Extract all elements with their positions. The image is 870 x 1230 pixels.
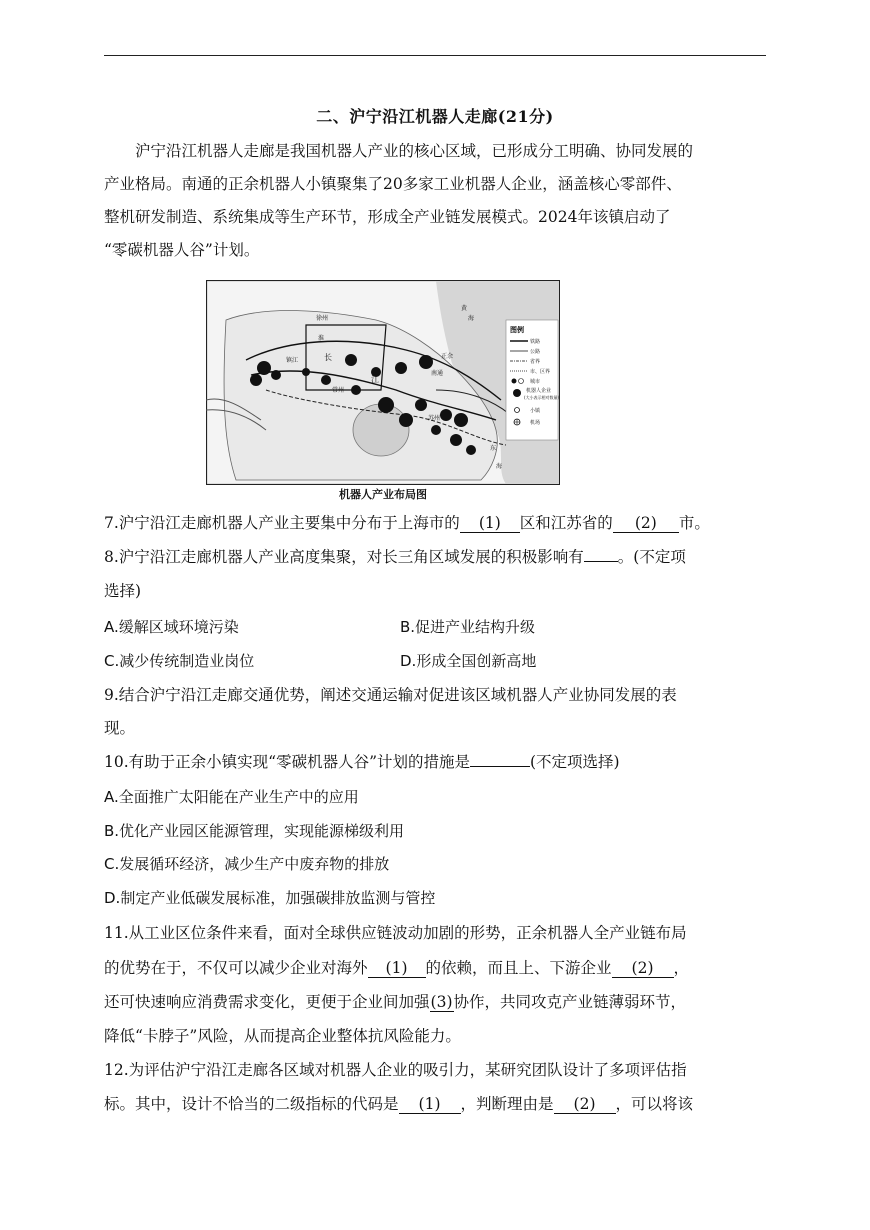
legend-town: 小镇	[530, 408, 541, 414]
map-label-jiang: 江	[371, 375, 379, 384]
answer-blank[interactable]: (1)	[368, 959, 426, 978]
answer-blank[interactable]: (2)	[554, 1095, 616, 1114]
question-12: 12.为评估沪宁沿江走廊各区域对机器人企业的吸引力，某研究团队设计了多项评估指	[104, 1061, 687, 1079]
map-label-zhengyu: 正余	[441, 353, 454, 360]
map-label-nantong: 南通	[431, 370, 444, 377]
question-7: 7.沪宁沿江走廊机器人产业主要集中分布于上海市的 (1) 区和江苏省的 (2) 市。	[104, 514, 710, 532]
legend-airport: 机场	[530, 420, 541, 426]
map-label-zhenjiang: 镇江	[286, 357, 299, 364]
map-label-huai: 淮	[318, 335, 325, 342]
legend-road: 公路	[530, 349, 541, 355]
q8-option-d[interactable]: D.形成全国创新高地	[400, 652, 537, 670]
question-9-continued: 现。	[104, 719, 136, 737]
legend-robot-enterprise: 机器人企业	[526, 388, 552, 394]
question-10: 10.有助于正余小镇实现“零碳机器人谷”计划的措施是 (不定项选择)	[104, 753, 620, 771]
answer-blank[interactable]: (3)	[430, 993, 453, 1011]
question-8: 8.沪宁沿江走廊机器人产业高度集聚，对长三角区域发展的积极影响有 。(不定项	[104, 548, 686, 566]
q10-option-b[interactable]: B.优化产业园区能源管理，实现能源梯级利用	[104, 822, 405, 840]
answer-blank[interactable]: (1)	[399, 1095, 461, 1114]
question-12-line-2: 标。其中，设计不恰当的二级指标的代码是 (1) ，判断理由是 (2) ，可以将该	[104, 1095, 694, 1113]
legend-title: 图例	[510, 326, 524, 334]
question-11: 11.从工业区位条件来看，面对全球供应链波动加剧的形势，正余机器人全产业链布局	[104, 924, 687, 942]
map-caption: 机器人产业布局图	[339, 488, 427, 501]
q10-option-a[interactable]: A.全面推广太阳能在产业生产中的应用	[104, 788, 359, 806]
answer-blank[interactable]	[584, 561, 618, 562]
legend-rail: 铁路	[530, 339, 541, 345]
answer-blank[interactable]: (2)	[613, 514, 679, 533]
map-label-hai: 海	[468, 315, 475, 322]
map-label-changzhou: 常州	[332, 387, 345, 394]
map-label-dong: 东	[490, 445, 497, 452]
q8-option-a[interactable]: A.缓解区域环境污染	[104, 618, 239, 636]
section-title: 二、沪宁沿江机器人走廊(21分)	[316, 107, 554, 126]
q10-option-d[interactable]: D.制定产业低碳发展标准，加强碳排放监测与管控	[104, 889, 436, 907]
question-8-continued: 选择)	[104, 582, 142, 600]
question-11-line-2: 的优势在于，不仅可以减少企业对海外 (1) 的依赖，而且上、下游企业 (2) ，	[104, 959, 690, 977]
answer-blank[interactable]: (1)	[460, 514, 520, 533]
top-rule	[104, 55, 766, 56]
intro-paragraph: 沪宁沿江机器人走廊是我国机器人产业的核心区域，已形成分工明确、协同发展的 产业格局。南通的正余机器人小镇聚集了20多家工业机器人企业，涵盖核心零部件、 整机研发制造、系统集成等生产环节，形成全产业链发展模式。2024年该镇启动了 “零碳机器人谷”计划。	[104, 142, 694, 259]
question-11-line-4: 降低“卡脖子”风险，从而提高企业整体抗风险能力。	[104, 1027, 461, 1045]
q8-option-c[interactable]: C.减少传统制造业岗位	[104, 652, 255, 670]
legend-province-border: 省界	[530, 359, 541, 365]
question-11-line-3: 还可快速响应消费需求变化，更便于企业间加强(3)协作，共同攻克产业链薄弱环节，	[104, 993, 687, 1011]
answer-blank[interactable]: (2)	[612, 959, 674, 978]
map-label-chang: 长	[324, 353, 332, 362]
question-9: 9.结合沪宁沿江走廊交通优势，阐述交通运输对促进该区域机器人产业协同发展的表	[104, 686, 677, 704]
answer-blank[interactable]	[470, 766, 530, 767]
legend-city: 城市	[530, 379, 541, 385]
q8-option-b[interactable]: B.促进产业结构升级	[400, 618, 536, 636]
map-label-xuzhou: 徐州	[316, 315, 329, 322]
map-label-suzhou: 苏州	[428, 415, 441, 422]
legend-city-border: 市、区界	[530, 369, 551, 375]
map-label-huang: 黄	[461, 305, 468, 312]
q10-option-c[interactable]: C.发展循环经济，减少生产中废弃物的排放	[104, 855, 390, 873]
map-label-hai2: 海	[496, 463, 503, 470]
robot-industry-map	[206, 280, 560, 485]
legend-size-note: (大小表示相对数量)	[524, 395, 560, 400]
